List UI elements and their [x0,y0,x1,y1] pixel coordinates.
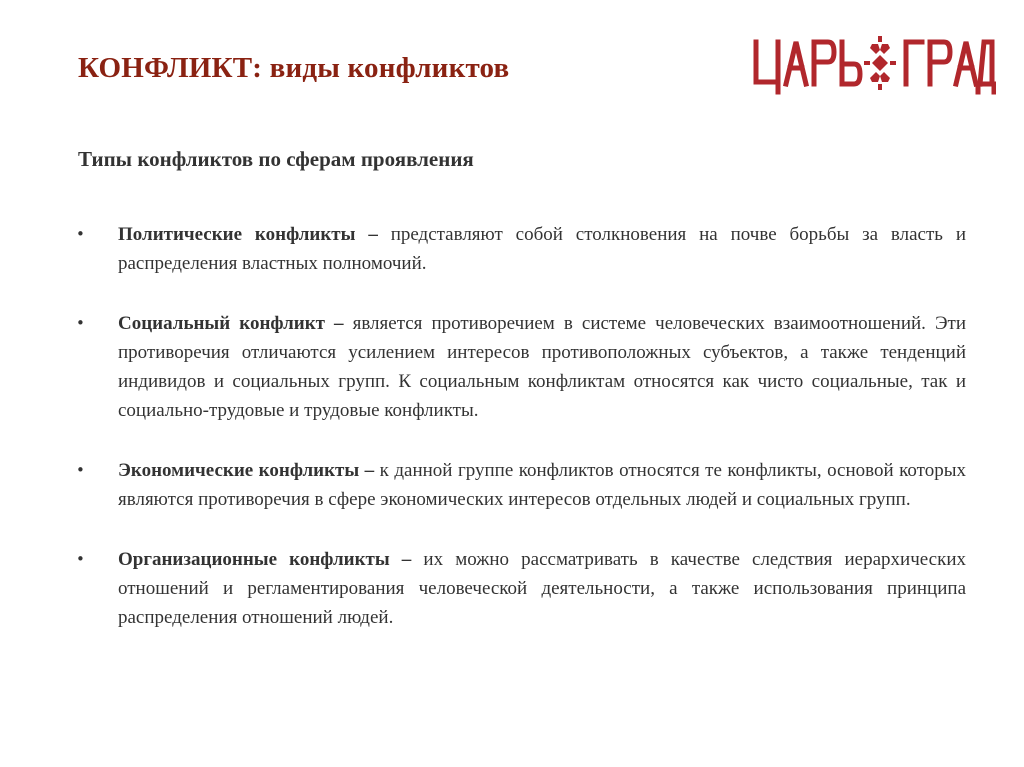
conflict-types-list [72,220,966,632]
item-term: Организационные конфликты – [118,549,412,570]
item-term: Политические конфликты – [118,224,378,245]
list-item-organizational [72,545,966,632]
list-item-political [72,220,966,278]
bullet-icon: • [76,550,85,568]
list-item-economic [72,456,966,514]
list-item-social [72,309,966,425]
tsargrad-logo [748,28,996,100]
section-subtitle: Типы конфликтов по сферам проявления [78,147,474,171]
item-term: Социальный конфликт – [118,313,344,334]
item-text: представляют собой столкновения на почве борьбы за власть и распределения властных полномочий. [118,224,966,274]
slide-title: КОНФЛИКТ: виды конфликтов [78,52,510,84]
bullet-icon: • [76,461,85,479]
bullet-icon: • [76,314,85,332]
item-term: Экономические конфликты – [118,460,375,481]
ornament-icon [864,36,896,90]
bullet-icon: • [76,225,85,243]
item-text: к данной группе конфликтов относятся те конфликты, основой которых являются противоречия в сфере экономических интересов отдельных людей и социальных групп. [118,460,966,510]
item-text: является противоречием в системе человеческих взаимоотношений. Эти противоречия отличаются усилением интересов противоположных субъектов, а также тенденций индивидов и социальных групп. К социальным конфликтам относятся как чисто социальные, так и социально-трудовые и трудовые конфликты. [118,313,966,421]
item-text: их можно рассматривать в качестве следствия иерархических отношений и регламентирования человеческой деятельности, а также использования принципа распределения отношений людей. [118,549,966,628]
